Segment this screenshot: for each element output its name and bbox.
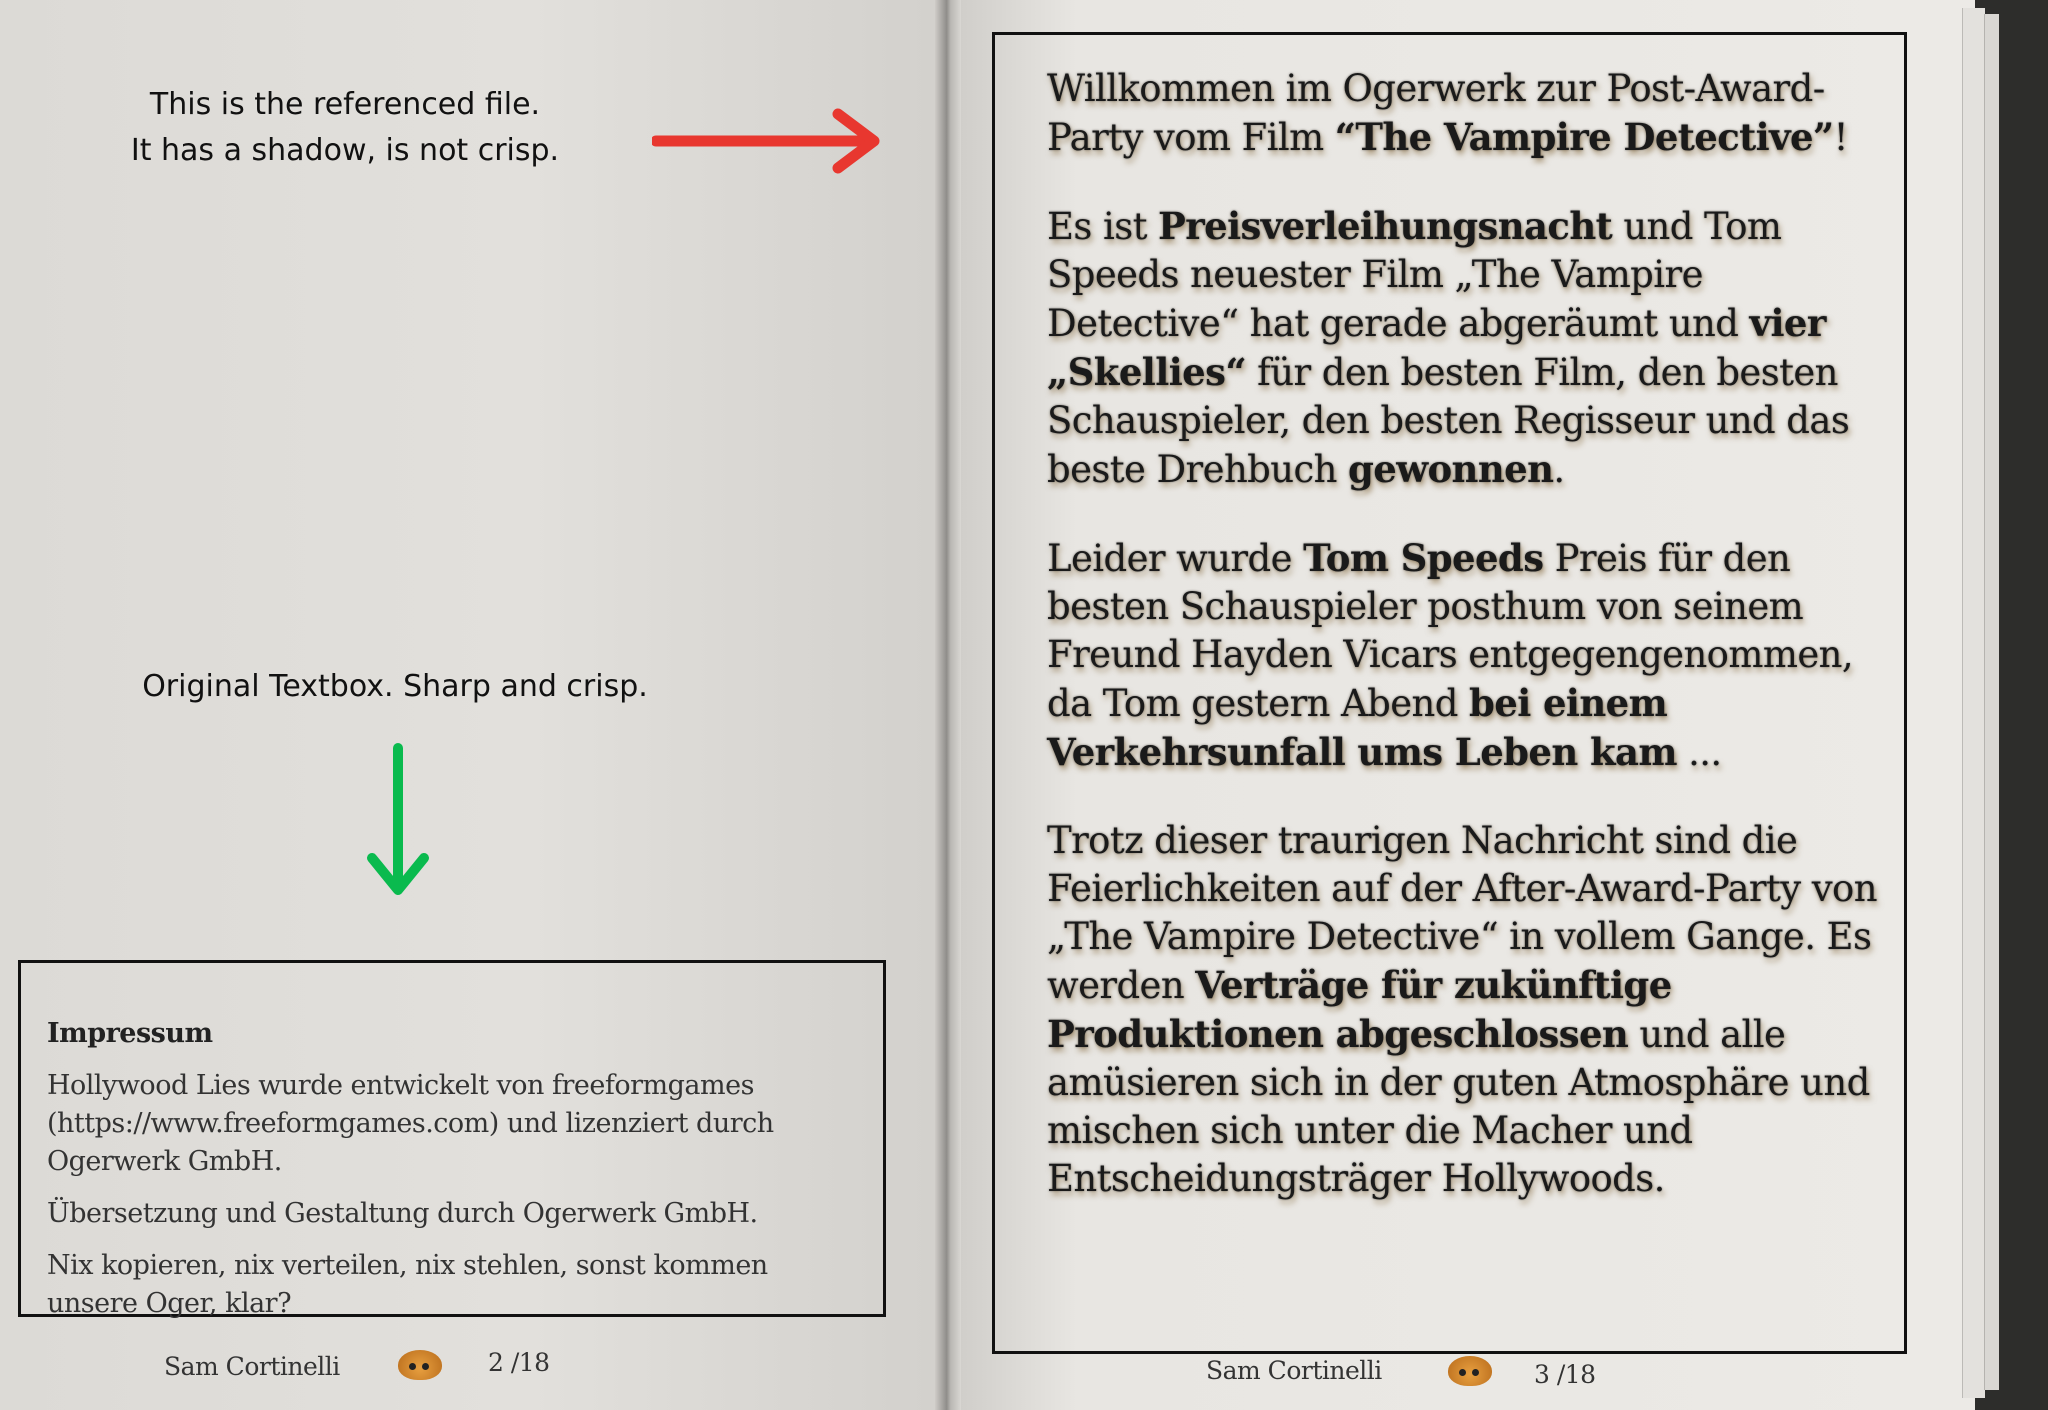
story-paragraph — [1047, 534, 1894, 777]
footer-page-number: 2 /18 — [488, 1348, 550, 1377]
footer-page-number: 3 /18 — [1534, 1360, 1596, 1389]
story-text: . — [1553, 448, 1565, 491]
story-bold-text: vier „Skellies“ — [1047, 301, 1826, 394]
story-text: ! — [1833, 116, 1848, 159]
story-text: Willkommen im Ogerwerk zur Post-Award-Party vom Film — [1047, 67, 1825, 159]
story-paragraph — [1047, 65, 1894, 162]
red-arrow-icon — [652, 108, 892, 174]
impressum-text: Hollywood Lies wurde entwickelt von freeformgames (https://www.freeformgames.com) und lizenziert durch Ogerwerk GmbH. — [47, 1070, 774, 1177]
story-textbox — [992, 32, 1907, 1354]
annotation-referenced-file — [100, 82, 590, 174]
story-text: Trotz dieser traurigen Nachricht sind die Feierlichkeiten auf der After-Award-Party von „The Vampire Detective“ in vollem Gange. Es werden — [1047, 819, 1877, 1007]
story-text: Leider wurde — [1047, 537, 1304, 580]
story-bold-text: Tom Speeds — [1303, 536, 1544, 580]
story-paragraph — [1047, 202, 1894, 494]
page-edge — [1984, 14, 1999, 1390]
annotation-original-textbox: Original Textbox. Sharp and crisp. — [142, 669, 648, 704]
story-bold-text: “The Vampire Detective” — [1334, 115, 1834, 159]
story-bold-text: Verträge für zukünftige Produktionen abgeschlossen — [1047, 963, 1672, 1056]
story-text: Preis für den besten Schauspieler posthum von seinem Freund Hayden Vicars entgegengenommen, da Tom gestern Abend — [1047, 537, 1854, 725]
page-edge — [1962, 8, 1985, 1398]
footer-author: Sam Cortinelli — [1206, 1356, 1382, 1385]
story-bold-text: Preisverleihungsnacht — [1158, 204, 1613, 248]
impressum-textbox — [18, 960, 886, 1317]
story-bold-text: bei einem Verkehrsunfall ums Leben kam — [1047, 681, 1677, 774]
story-text: für den besten Film, den besten Schauspieler, den besten Regisseur und das beste Drehbuch — [1047, 351, 1850, 491]
story-text: Es ist — [1047, 205, 1159, 248]
ogre-logo-icon — [398, 1350, 442, 1380]
impressum-text: Nix kopieren, nix verteilen, nix stehlen, sonst kommen unsere Oger, klar? — [47, 1250, 768, 1319]
story-paragraph — [1047, 817, 1894, 1203]
footer-author: Sam Cortinelli — [164, 1352, 340, 1381]
annotation-line: This is the referenced file. — [149, 87, 541, 122]
green-arrow-icon — [366, 742, 430, 898]
story-text: und alle amüsieren sich in der guten Atmosphäre und mischen sich unter die Macher und Entscheidungsträger Hollywoods. — [1047, 1013, 1870, 1200]
story-text: ... — [1676, 731, 1722, 774]
story-bold-text: gewonnen — [1348, 447, 1554, 491]
ogre-logo-icon — [1448, 1356, 1492, 1386]
story-text: und Tom Speeds neuester Film „The Vampire Detective“ hat gerade abgeräumt und — [1047, 205, 1782, 345]
impressum-title: Impressum — [47, 1018, 213, 1049]
booklet-gutter — [935, 0, 961, 1410]
impressum-text: Übersetzung und Gestaltung durch Ogerwerk GmbH. — [47, 1198, 758, 1229]
annotation-line: It has a shadow, is not crisp. — [130, 133, 560, 168]
